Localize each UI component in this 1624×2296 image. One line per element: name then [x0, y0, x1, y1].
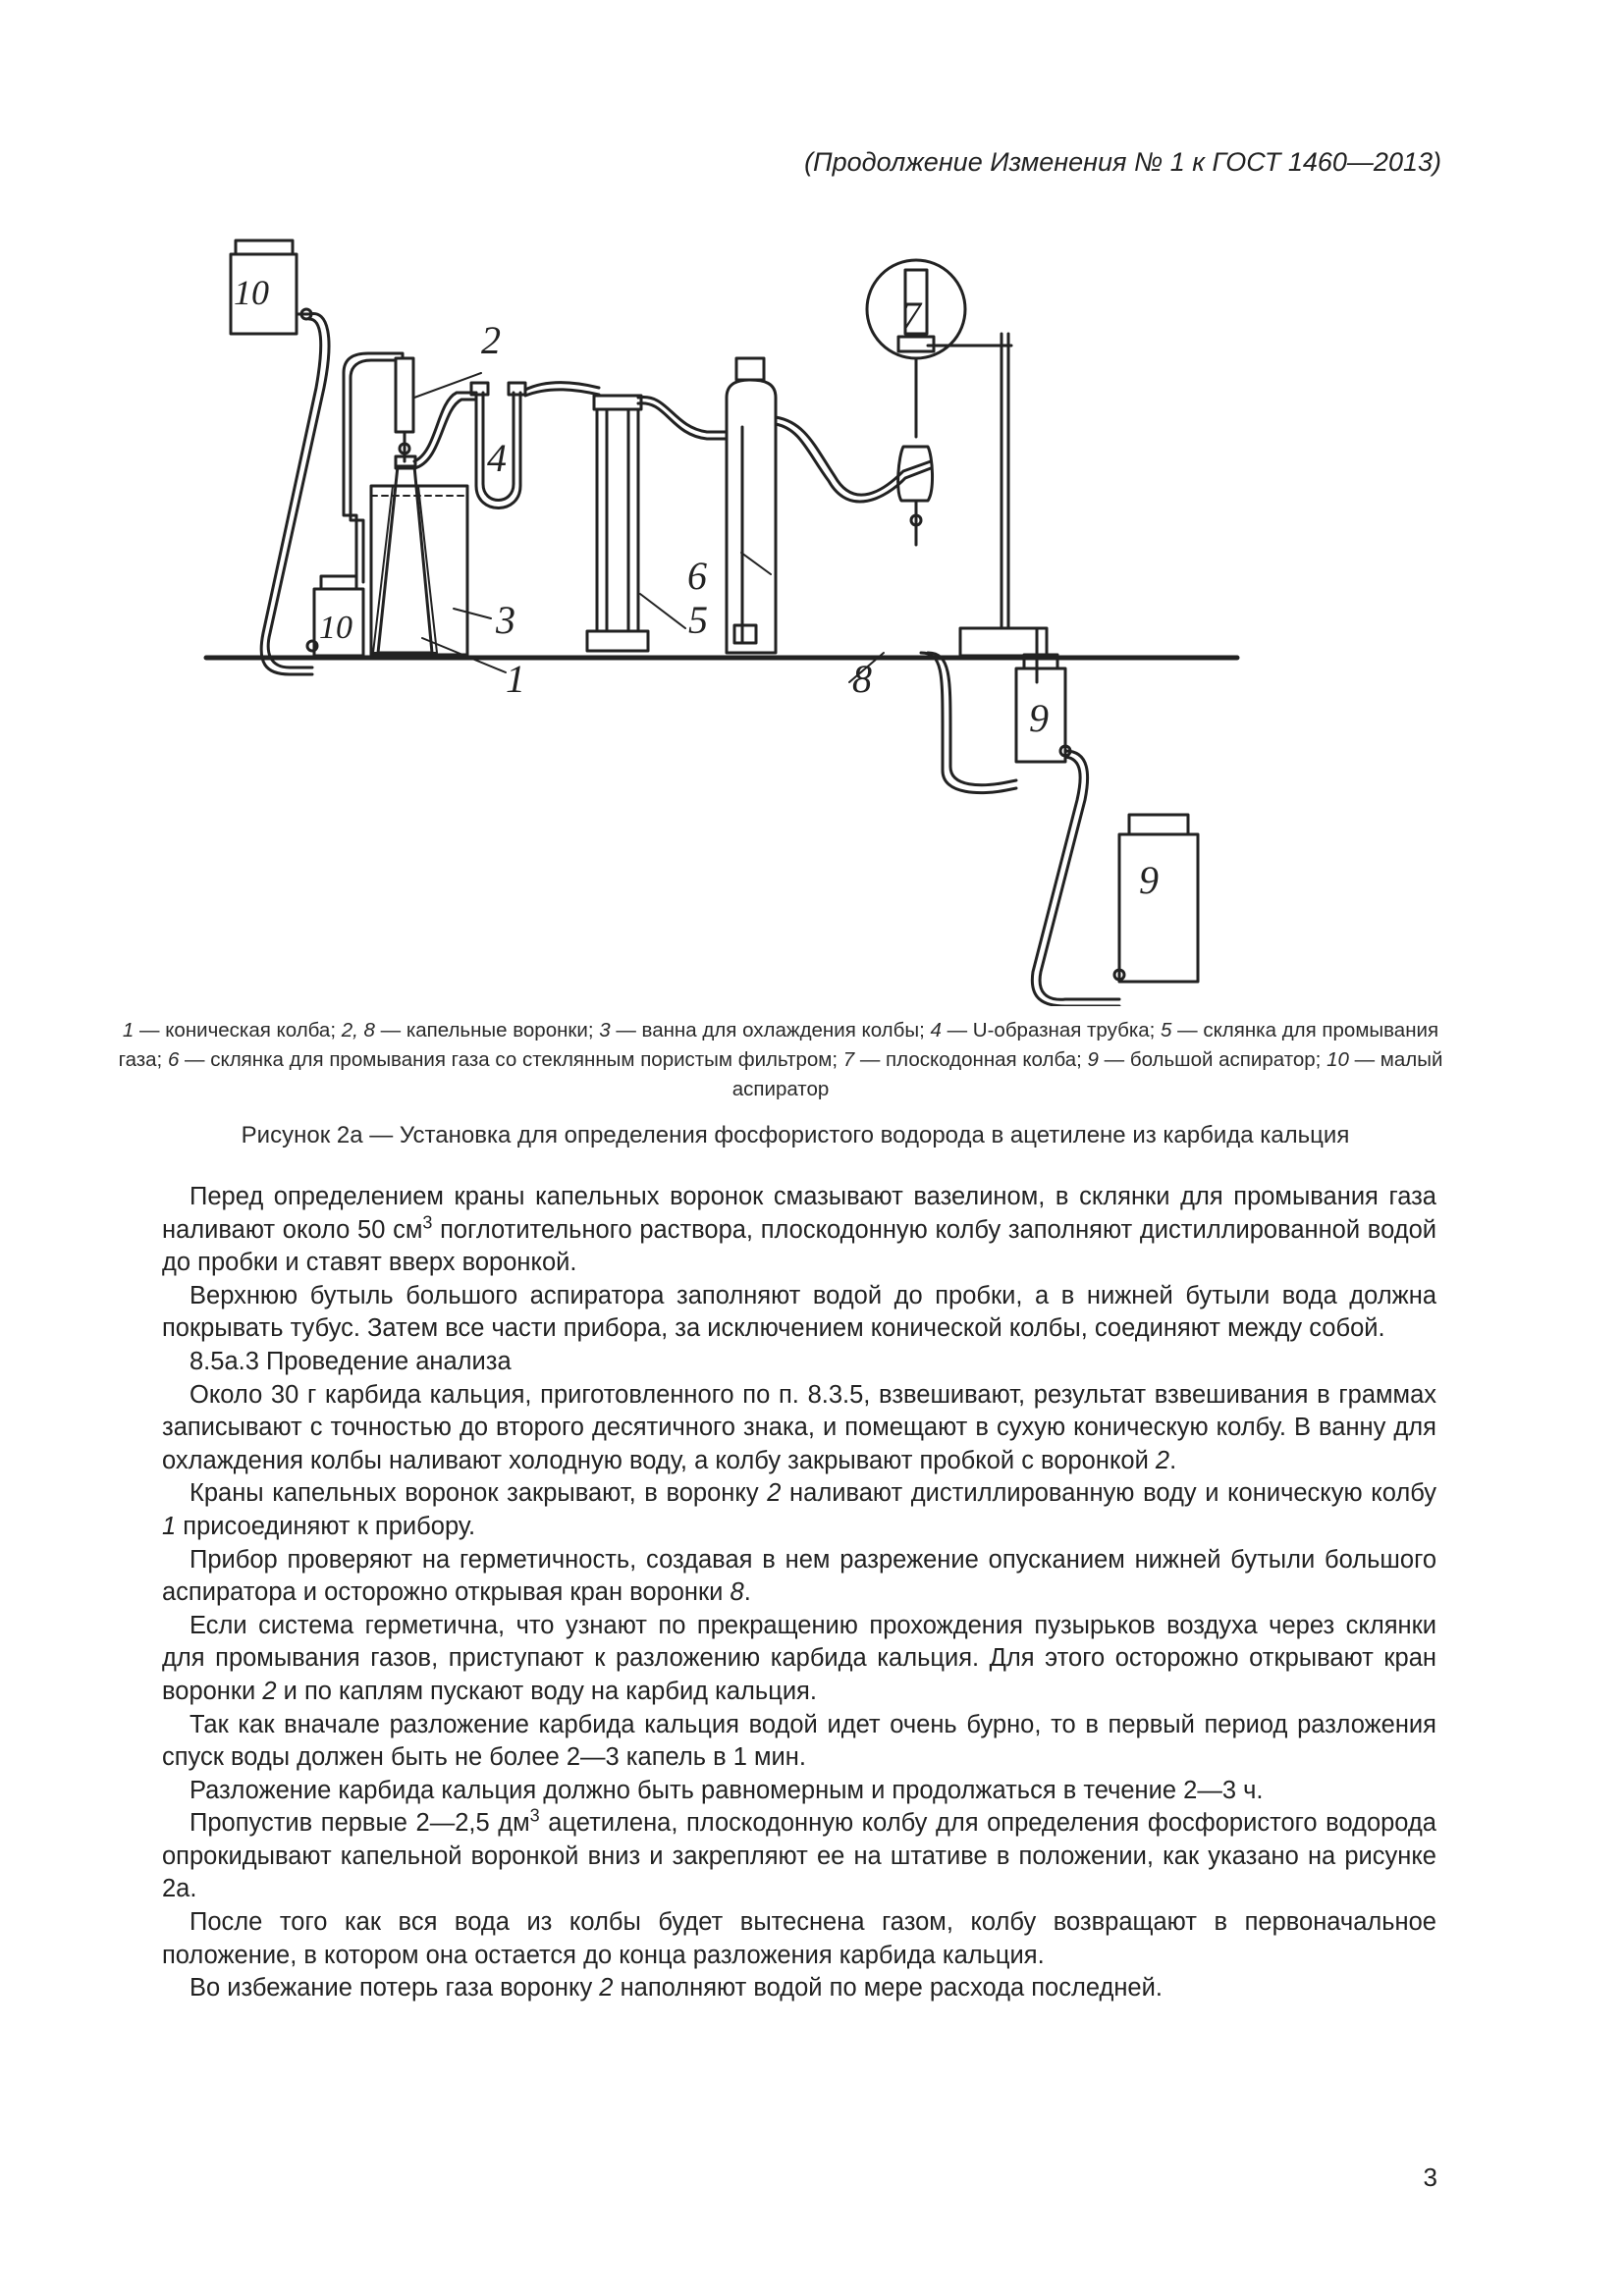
text-run: .: [743, 1578, 751, 1607]
paragraph: [162, 1379, 1436, 1478]
legend-number: 6: [167, 1048, 180, 1071]
text-run: Верхнюю бутыль большого аспиратора заполняют водой до пробки, а в нижней бутыли вода должна покрывать тубус. Затем все части прибора, за исключением конической колбы, соединяют между собой.: [162, 1281, 1436, 1343]
washing-bottle-5: [587, 396, 648, 651]
text-run: Так как вначале разложение карбида кальция водой идет очень бурно, то в первый период разложения спуск воды должен быть не более 2—3 капель в 1 мин.: [162, 1710, 1436, 1772]
legend-number: 2, 8: [341, 1019, 375, 1041]
label-9b: 9: [1139, 858, 1159, 902]
legend-text: — коническая колба;: [134, 1019, 342, 1041]
legend-text: — U-образная трубка;: [941, 1019, 1162, 1041]
page-number: 3: [1423, 2163, 1437, 2192]
text-run: 8: [730, 1578, 744, 1607]
label-4: 4: [487, 436, 507, 480]
label-7: 7: [901, 294, 921, 338]
legend-text: — плоскодонная колба;: [854, 1048, 1088, 1071]
text-run: 3: [529, 1805, 540, 1826]
legend-number: 4: [930, 1019, 942, 1041]
text-run: поглотительного раствора, плоскодонную колбу заполняют дистиллированной водой до пробки и ставят вверх воронкой.: [162, 1215, 1436, 1277]
legend-number: 3: [599, 1019, 611, 1041]
legend-number: 10: [1326, 1048, 1349, 1071]
paragraph: [162, 1181, 1436, 1280]
big-aspirator-upper: [1016, 628, 1070, 762]
legend-number: 5: [1161, 1019, 1172, 1041]
text-run: Прибор проверяют на герметичность, создавая в нем разрежение опусканием нижней бутыли большого аспиратора и осторожно открывая кран воронки: [162, 1545, 1436, 1607]
legend-number: 1: [122, 1019, 135, 1041]
text-run: .: [1169, 1446, 1177, 1474]
paragraph: [162, 1477, 1436, 1543]
text-run: Перед определением краны капельных воронок смазывают вазелином, в склянки для промывания газа наливают около 50 см: [162, 1183, 1436, 1244]
text-run: 2: [1155, 1446, 1170, 1474]
label-10a: 10: [234, 273, 269, 312]
text-run: и по каплям пускают воду на карбид кальция.: [276, 1677, 817, 1705]
label-1: 1: [506, 657, 525, 701]
text-run: наливают дистиллированную воду и коническую колбу: [781, 1479, 1436, 1508]
text-run: Разложение карбида кальция должно быть равномерным и продолжаться в течение 2—3 ч.: [189, 1776, 1264, 1804]
apparatus-diagram: [196, 221, 1473, 1006]
text-run: Краны капельных воронок закрывают, в воронку: [189, 1479, 768, 1508]
label-8: 8: [852, 657, 872, 701]
paragraph: [162, 1280, 1436, 1346]
text-run: 2: [599, 1974, 614, 2002]
text-run: наполняют водой по мере расхода последней.: [613, 1974, 1163, 2002]
paragraph: [162, 1544, 1436, 1610]
label-10b: 10: [319, 610, 352, 646]
flat-flask-7: [867, 260, 965, 437]
text-run: Если система герметична, что узнают по прекращению прохождения пузырьков воздуха через склянки для промывания газов, приступают к разложению карбида кальция. Для этого осторожно открывают кран воронки: [162, 1611, 1436, 1705]
legend-text: — большой аспиратор;: [1098, 1048, 1327, 1071]
text-run: После того как вся вода из колбы будет вытеснена газом, колбу возвращают в первоначальное положение, в котором она остается до конца разложения карбида кальция.: [162, 1908, 1436, 1969]
paragraph: [162, 1610, 1436, 1709]
paragraph: [162, 1346, 1436, 1379]
funnel-2: [396, 358, 413, 461]
text-run: 2: [767, 1479, 782, 1508]
label-2: 2: [481, 318, 501, 362]
text-run: Во избежание потерь газа воронку: [189, 1974, 600, 2002]
paragraph: [162, 1972, 1436, 2005]
page-header: (Продолжение Изменения № 1 к ГОСТ 1460—2013): [804, 147, 1441, 177]
legend-text: — склянка для промывания газа со стеклянным пористым фильтром;: [179, 1048, 843, 1071]
washing-bottle-6: [727, 358, 776, 653]
tube-2: [344, 353, 403, 582]
legend-text: — капельные воронки;: [374, 1019, 600, 1041]
legend-text: — ванна для охлаждения колбы;: [610, 1019, 931, 1041]
legend-number: 9: [1087, 1048, 1099, 1071]
paragraph: [162, 1709, 1436, 1775]
text-run: 1: [162, 1512, 177, 1540]
text-run: Пропустив первые 2—2,5 дм: [189, 1809, 530, 1838]
text-run: ацетилена, плоскодонную колбу для определения фосфористого водорода опрокидывают капельной воронкой вниз и закрепляют ее на штативе в положении, как указано на рисунке 2а.: [162, 1809, 1436, 1903]
label-3: 3: [496, 598, 515, 642]
label-5: 5: [688, 598, 708, 642]
text-run: присоединяют к прибору.: [176, 1512, 476, 1540]
legend-text: — малый аспиратор: [731, 1048, 1443, 1100]
text-run: 3: [422, 1212, 433, 1233]
label-6: 6: [687, 554, 707, 598]
legend-number: 7: [842, 1048, 855, 1071]
flask-1: [378, 466, 432, 653]
paragraph: [162, 1775, 1436, 1808]
apparatus-figure: [196, 221, 1473, 1006]
paragraph: [162, 1906, 1436, 1972]
body-text: [162, 1181, 1436, 2005]
figure-caption: Рисунок 2а — Установка для определения фосфористого водорода в ацетилене из карбида кальция: [241, 1122, 1350, 1148]
paragraph: [162, 1807, 1436, 1906]
label-9a: 9: [1029, 696, 1049, 740]
text-run: Около 30 г карбида кальция, приготовленного по п. 8.3.5, взвешивают, результат взвешивания в граммах записывают с точностью до второго десятичного знака, и помещают в сухую коническую колбу. В ванну для охлаждения колбы наливают холодную воду, а колбу закрывают пробкой с воронкой: [162, 1380, 1436, 1474]
stand: [928, 334, 1047, 656]
figure-legend: [118, 1016, 1443, 1104]
legend-text: — склянка для промывания газа;: [118, 1019, 1439, 1071]
text-run: 8.5а.3 Проведение анализа: [189, 1347, 512, 1375]
text-run: 2: [262, 1677, 277, 1705]
